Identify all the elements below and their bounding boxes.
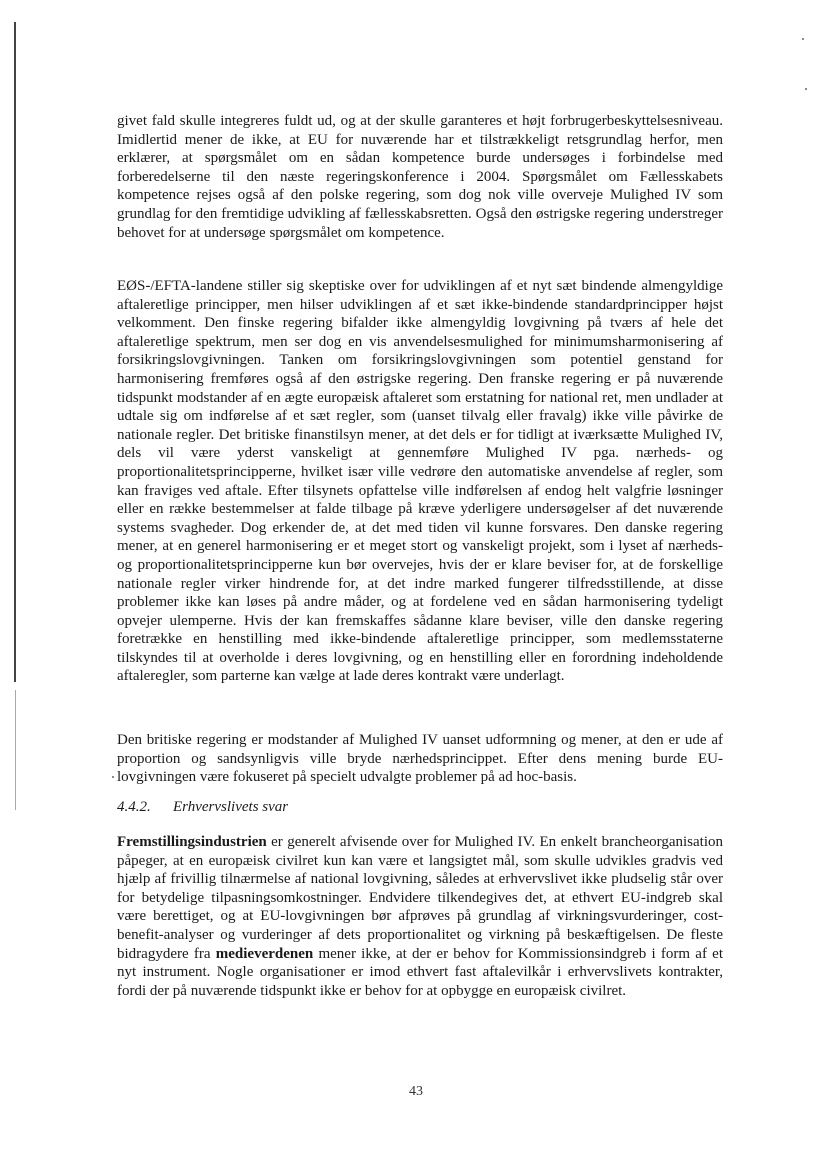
scan-binding-edge-faint [15,690,16,810]
page-number: 43 [409,1084,423,1099]
paragraph-segment: mener ikke, at der er behov for Kommissionsindgreb i form af et nyt instrument. Nogle organisationer er imod ethvert fast aftalevilkår i erhvervslivets kontrakter, fordi der på nuværende tidspunkt ikke er behov for at opbygge en europæisk civilret. [117,945,723,999]
scan-binding-edge [14,22,16,682]
document-paragraph [117,833,723,1000]
paragraph-text [117,833,723,1000]
document-paragraph [117,277,723,686]
bold-term-manufacturing: Fremstillingsindustrien [117,834,267,850]
document-paragraph [117,112,723,242]
scan-speck [112,776,114,778]
paragraph-text: givet fald skulle integreres fuldt ud, og at der skulle garanteres et højt forbrugerbeskyttelsesniveau. Imidlertid mener de ikke, at EU for nuværende har et tilstrækkeligt retsgrundlag herfor, men erklærer, at spørgsmålet om en sådan kompetence burde undersøges i forbindelse med forberedelserne til den næste regeringskonference i 2004. Spørgsmålet om Fællesskabets kompetence rejses også af den polske regering, som dog nok ville overveje Mulighed IV som grundlag for den fremtidige udvikling af fællesskabsretten. Også den østrigske regering understreger behovet for at undersøge spørgsmålet om kompetence. [117,113,723,241]
paragraph-text: EØS-/EFTA-landene stiller sig skeptiske over for udviklingen af et nyt sæt bindende almengyldige aftaleretlige principper, men hilser udviklingen af et sæt ikke-bindende standardprincipper højst velkomment. Den finske regering bifalder ikke almengyldig lovgivning på tværs af hele det aftaleretlige spektrum, men ser dog en vis anvendelsesmulighed for minimumsharmonisering af forsikringslovgivningen. Tanken om forsikringslovgivningen som potentiel genstand for harmonisering fremføres også af den østrigske regering. Den franske regering er på nuværende tidspunkt modstander af en ægte europæisk aftaleret som erstatning for national ret, men undlader at udtale sig om indførelse af et sæt regler, som (uanset tilvalg eller fravalg) ikke ville påvirke de nationale regler. Det britiske finanstilsyn mener, at det dels er for tidligt at iværksætte Mulighed IV, dels vil være yderst vanskeligt at gennemføre Mulighed IV pga. nærheds- og proportionalitetsprincipperne, hvilket især ville vedrøre den automatiske anvendelse af regler, som kan fraviges ved aftale. Efter tilsynets opfattelse ville indførelsen af endog helt valgfrie løsninger eller en række bestemmelser at falde tilbage på kræve yderligere undersøgelser af det nuværende systems svagheder. Dog erkender de, at det med tiden vil kunne forsvares. Den danske regering mener, at en generel harmonisering er et meget stort og vanskeligt projekt, som i lyset af nærheds- og proportionalitetsprincipperne kun bør overvejes, hvis der er klare beviser for, at de forskellige nationale regler virker hindrende for, at det indre marked fungerer tilfredsstillende, at disse problemer ikke kan løses på andre måder, og at fordelene ved en sådan harmonisering tydeligt opvejer ulemperne. Hvis der kan fremskaffes sådanne klare beviser, ville den danske regering foretrække en henstilling med ikke-bindende aftaleretlige principper, som medlemsstaterne tilskyndes til at overholde i deres lovgivning, og en henstilling eller en forordning indeholdende aftaleregler, som parterne kan vælge at lade deres kontrakt være underlagt. [117,278,723,685]
paragraph-text: Den britiske regering er modstander af Mulighed IV uanset udformning og mener, at den er ude af proportion og sandsynligvis ville bryde nærhedsprincippet. Efter dens mening burde EU-lovgivningen være fokuseret på specielt udvalgte problemer på ad hoc-basis. [117,732,723,786]
bold-term-media: medieverdenen [215,945,314,962]
section-number: 4.4.2. [117,799,151,815]
scan-speck [805,88,807,90]
paragraph-segment: er generelt afvisende over for Mulighed IV. En enkelt brancheorganisation påpeger, at en europæisk civilret kun kan være et langsigtet mål, som skulle udvikles gradvis ved hjælp af frivillig tilnærmelse af national lovgivning, således at erhvervslivet ikke pludselig står over for betydelige tilpasningsomkostninger. Endvidere tilkendegives det, at ethvert EU-indgreb skal være berettiget, og at EU-lovgivningen bør afprøves på grundlag af virkningsvurderinger, cost-benefit-analyser og vurderinger af dets proportionalitet og virkning på beskæftigelsen. De fleste bidragydere fra [117,834,723,962]
document-paragraph [117,731,723,787]
section-title: Erhvervslivets svar [173,799,289,815]
scan-speck [802,38,804,40]
section-heading [117,798,723,817]
